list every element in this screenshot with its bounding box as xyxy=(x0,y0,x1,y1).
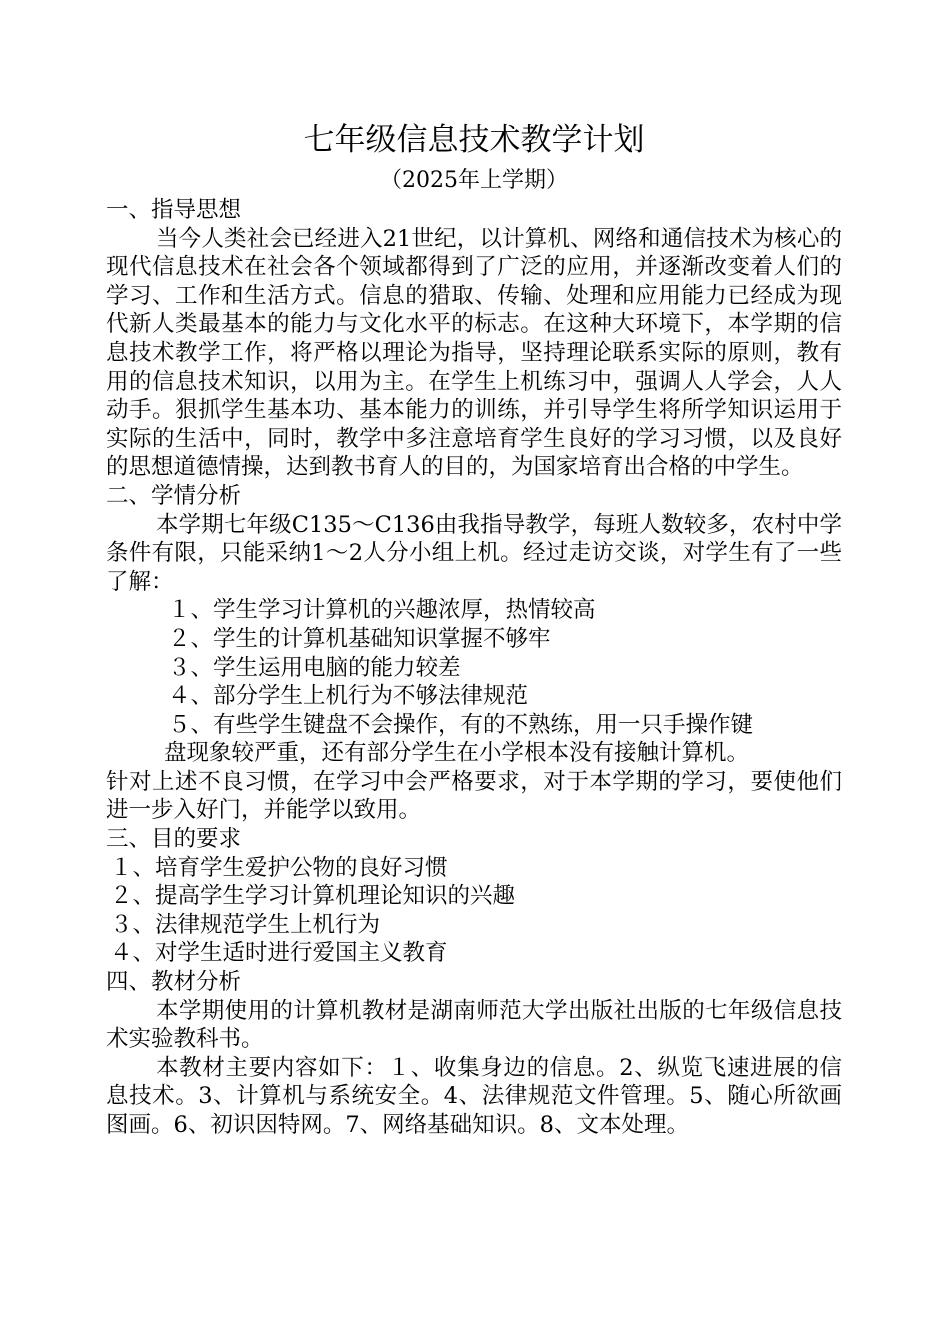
list-item: ５、有些学生键盘不会操作，有的不熟练，用一只手操作键 xyxy=(168,711,754,738)
list-item-continuation: 盘现象较严重，还有部分学生在小学根本没有接触计算机。 xyxy=(164,740,750,767)
list-item: １、学生学习计算机的兴趣浓厚，热情较高 xyxy=(168,597,596,624)
list-item: ３、学生运用电脑的能力较差 xyxy=(168,654,461,681)
document-subtitle: （2025年上学期） xyxy=(380,168,568,193)
student-analysis-closing: 针对上述不良习惯，在学习中会严格要求，对于本学期的学习，要使他们进一步入好门，并能学以致用。 xyxy=(106,768,842,824)
section-heading-textbook-analysis: 四、教材分析 xyxy=(106,969,242,996)
section-heading-guiding-thought: 一、指导思想 xyxy=(106,197,242,223)
section-heading-objectives: 三、目的要求 xyxy=(106,826,242,853)
textbook-paragraph-1: 本学期使用的计算机教材是湖南师范大学出版社出版的七年级信息技术实验教科书。 xyxy=(106,997,842,1053)
list-item: ４、对学生适时进行爱国主义教育 xyxy=(110,940,448,967)
list-item: ２、提高学生学习计算机理论知识的兴趣 xyxy=(110,883,516,910)
textbook-paragraph-2: 本教材主要内容如下：１、收集身边的信息。2、纵览飞速进展的信息技术。3、计算机与系统安全。4、法律规范文件管理。5、随心所欲画图画。6、初识因特网。7、网络基础知识。8、文本处理。 xyxy=(106,1054,842,1138)
list-item: ２、学生的计算机基础知识掌握不够牢 xyxy=(168,625,551,652)
list-item: ４、部分学生上机行为不够法律规范 xyxy=(168,683,529,710)
section-heading-student-analysis: 二、学情分析 xyxy=(106,482,242,509)
document-title: 七年级信息技术教学计划 xyxy=(303,122,645,158)
document-page xyxy=(106,118,842,1140)
list-item: ３、法律规范学生上机行为 xyxy=(110,911,381,938)
student-analysis-intro: 本学期七年级C135～C136由我指导教学，每班人数较多，农村中学条件有限，只能采纳1～2人分小组上机。经过走访交谈，对学生有了一些了解： xyxy=(106,511,842,595)
guiding-thought-paragraph: 当今人类社会已经进入21世纪，以计算机、网络和通信技术为核心的现代信息技术在社会各个领域都得到了广泛的应用，并逐渐改变着人们的学习、工作和生活方式。信息的猎取、传输、处理和应用能力已经成为现代新人类最基本的能力与文化水平的标志。在这种大环境下，本学期的信息技术教学工作，将严格以理论为指导，坚持理论联系实际的原则，教有用的信息技术知识，以用为主。在学生上机练习中，强调人人学会，人人动手。狠抓学生基本功、基本能力的训练，并引导学生将所学知识运用于实际的生活中，同时，教学中多注意培育学生良好的学习习惯，以及良好的思想道德情操，达到教书育人的目的，为国家培育出合格的中学生。 xyxy=(106,225,842,481)
list-item: １、培育学生爱护公物的良好习惯 xyxy=(110,854,448,881)
